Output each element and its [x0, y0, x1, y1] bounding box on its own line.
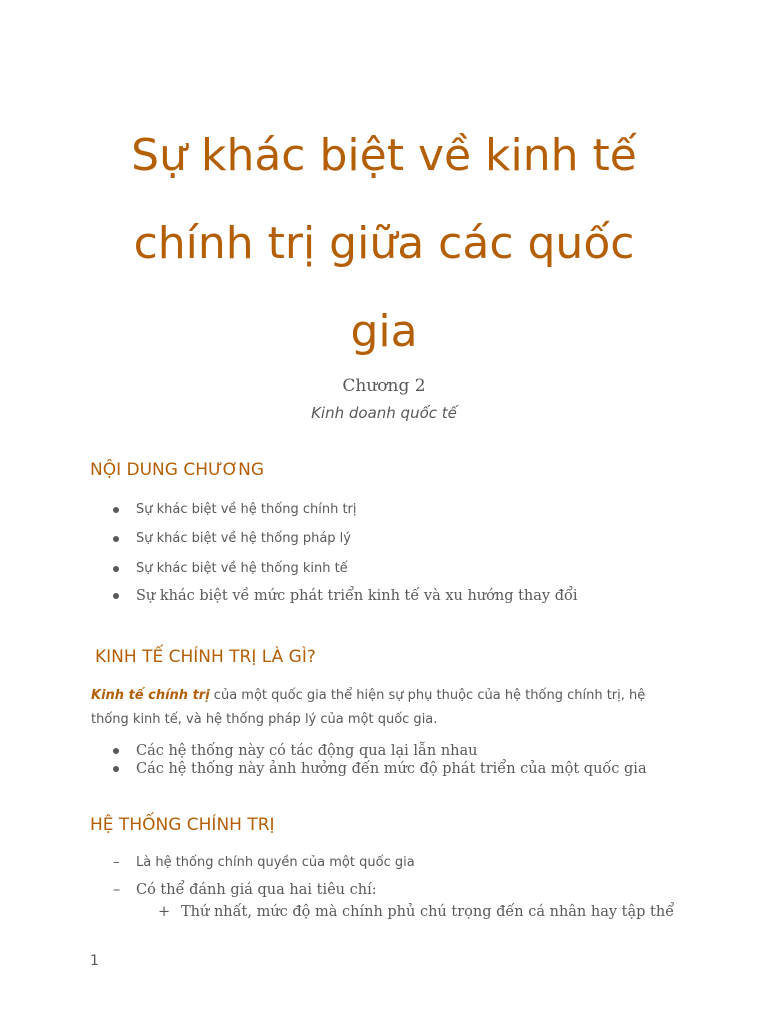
- section-heading-political-economy: KINH TẾ CHÍNH TRỊ LÀ GÌ?: [95, 647, 316, 667]
- list-item-text: Có thể đánh giá qua hai tiêu chí:: [136, 882, 377, 898]
- defined-term: Kinh tế chính trị: [91, 688, 210, 703]
- title-line-1: Sự khác biệt về kinh tế: [131, 130, 637, 181]
- title-line-3: gia: [350, 306, 418, 357]
- dash-marker: –: [113, 855, 120, 870]
- list-item-text: Sự khác biệt về hệ thống kinh tế: [136, 561, 348, 576]
- list-item-text: Sự khác biệt về hệ thống pháp lý: [136, 531, 351, 546]
- bullet-icon: [113, 507, 119, 513]
- bullet-icon: [113, 766, 119, 772]
- course-name: Kinh doanh quốc tế: [311, 404, 457, 422]
- plus-marker: +: [158, 904, 171, 920]
- dash-marker: –: [113, 882, 121, 898]
- list-item-text: Là hệ thống chính quyền của một quốc gia: [136, 855, 415, 870]
- chapter-label: Chương 2: [342, 376, 426, 396]
- list-item-text: Các hệ thống này ảnh hưởng đến mức độ phát triển của một quốc gia: [136, 761, 647, 777]
- list-item-text: Sự khác biệt về hệ thống chính trị: [136, 502, 357, 517]
- section-heading-contents: NỘI DUNG CHƯƠNG: [90, 460, 264, 480]
- bullet-icon: [113, 593, 119, 599]
- section-heading-political-system: HỆ THỐNG CHÍNH TRỊ: [90, 815, 275, 835]
- definition-text: của một quốc gia thể hiện sự phụ thuộc của hệ thống chính trị, hệ thống kinh tế, và hệ thống pháp lý của một quốc gia.: [91, 688, 646, 727]
- bullet-icon: [113, 748, 119, 754]
- document-title: [84, 112, 684, 376]
- list-item-text: Sự khác biệt về mức phát triển kinh tế và xu hướng thay đổi: [136, 588, 578, 604]
- page-number: 1: [90, 953, 99, 969]
- sub-list-item-text: Thứ nhất, mức độ mà chính phủ chú trọng đến cá nhân hay tập thể: [181, 904, 675, 920]
- bullet-icon: [113, 536, 119, 542]
- list-item-text: Các hệ thống này có tác động qua lại lẫn nhau: [136, 743, 478, 759]
- definition-paragraph: [91, 684, 681, 732]
- title-line-2: chính trị giữa các quốc: [133, 218, 635, 269]
- bullet-icon: [113, 566, 119, 572]
